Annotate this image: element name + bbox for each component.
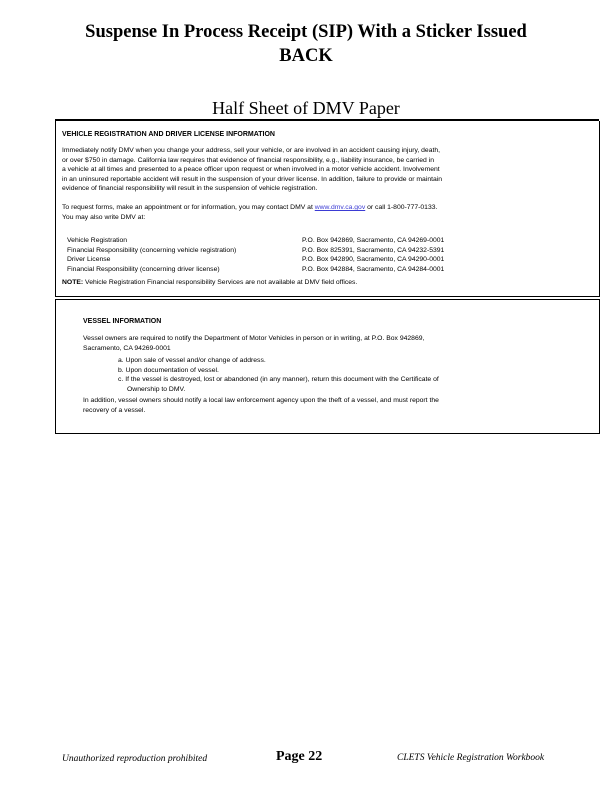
item-text: Upon documentation of vessel. [125,366,219,374]
item-text: If the vessel is destroyed, lost or abandoned (in any manner), return this document with the Certificate of [125,376,439,383]
item-continuation: Ownership to DMV. [127,385,186,393]
address-value: P.O. Box 942884, Sacramento, CA 94284-0001 [302,265,445,273]
item-marker: c. [118,376,124,383]
address-value: P.O. Box 825391, Sacramento, CA 94232-5391 [302,246,445,254]
address-label: Vehicle Registration [67,237,128,244]
vessel-section-heading: VESSEL INFORMATION [83,318,162,325]
note-label: NOTE: [62,279,84,286]
write-line: You may also write DMV at: [62,213,146,221]
item-marker: a. [118,357,124,364]
paragraph-line: a vehicle at all times and presented to a peace officer upon request or when involved in a motor vehicle accident. Involvement [62,166,440,174]
address-value: P.O. Box 942890, Sacramento, CA 94290-0001 [302,256,445,263]
paragraph-line: Immediately notify DMV when you change your address, sell your vehicle, or are involved in an accident causing injury, death, [62,147,441,154]
list-item [118,366,219,376]
intro-line: Sacramento, CA 94269-0001 [83,344,171,352]
title-line-1: Suspense In Process Receipt (SIP) With a Sticker Issued [85,22,527,42]
vessel-closing [83,396,439,415]
item-marker: b. [118,366,124,374]
list-item [118,375,439,385]
document-title [0,20,612,68]
title-line-2: BACK [279,46,333,66]
request-prefix: To request forms, make an appointment or for information, you may contact DMV at [62,204,313,211]
paragraph-line: evidence of financial responsibility will result in the suspension of vehicle registration. [62,185,318,193]
vessel-info-box [55,299,600,434]
vehicle-paragraph [62,146,442,194]
item-text: Upon sale of vessel and/or change of address. [125,357,266,364]
request-suffix: or call 1-800-777-0133. [367,204,438,211]
closing-line: recovery of a vessel. [83,406,146,414]
vehicle-info-box [55,121,600,297]
list-item [118,356,266,366]
address-label: Financial Responsibility (concerning driver license) [67,265,220,273]
address-label: Driver License [67,256,111,263]
footer-workbook-title: CLETS Vehicle Registration Workbook [397,753,545,763]
address-label: Financial Responsibility (concerning vehicle registration) [67,246,237,254]
page-number: Page 22 [276,749,323,764]
paragraph-line: or over $750 in damage. California law requires that evidence of financial responsibility, e.g., liability insurance, be carried in [62,156,435,164]
note-line [62,278,357,288]
document-subtitle: Half Sheet of DMV Paper [212,98,400,118]
vessel-intro [83,334,424,353]
request-line [62,203,437,213]
note-text: Vehicle Registration Financial responsibility Services are not available at DMV field offices. [85,279,358,286]
intro-line: Vessel owners are required to notify the Department of Motor Vehicles in person or in writing, at P.O. Box 942869, [83,335,425,342]
dmv-website-link[interactable]: www.dmv.ca.gov [314,204,366,211]
closing-line: In addition, vessel owners should notify a local law enforcement agency upon the theft of a vessel, and must report the [83,397,439,404]
address-value: P.O. Box 942869, Sacramento, CA 94269-0001 [302,237,445,244]
vehicle-section-heading: VEHICLE REGISTRATION AND DRIVER LICENSE INFORMATION [62,131,275,138]
footer-notice: Unauthorized reproduction prohibited [62,754,208,764]
paragraph-line: in an uninsured reportable accident will result in the suspension of your driver license. In addition, failure to provide or maintain [62,175,443,183]
request-info [62,203,437,222]
